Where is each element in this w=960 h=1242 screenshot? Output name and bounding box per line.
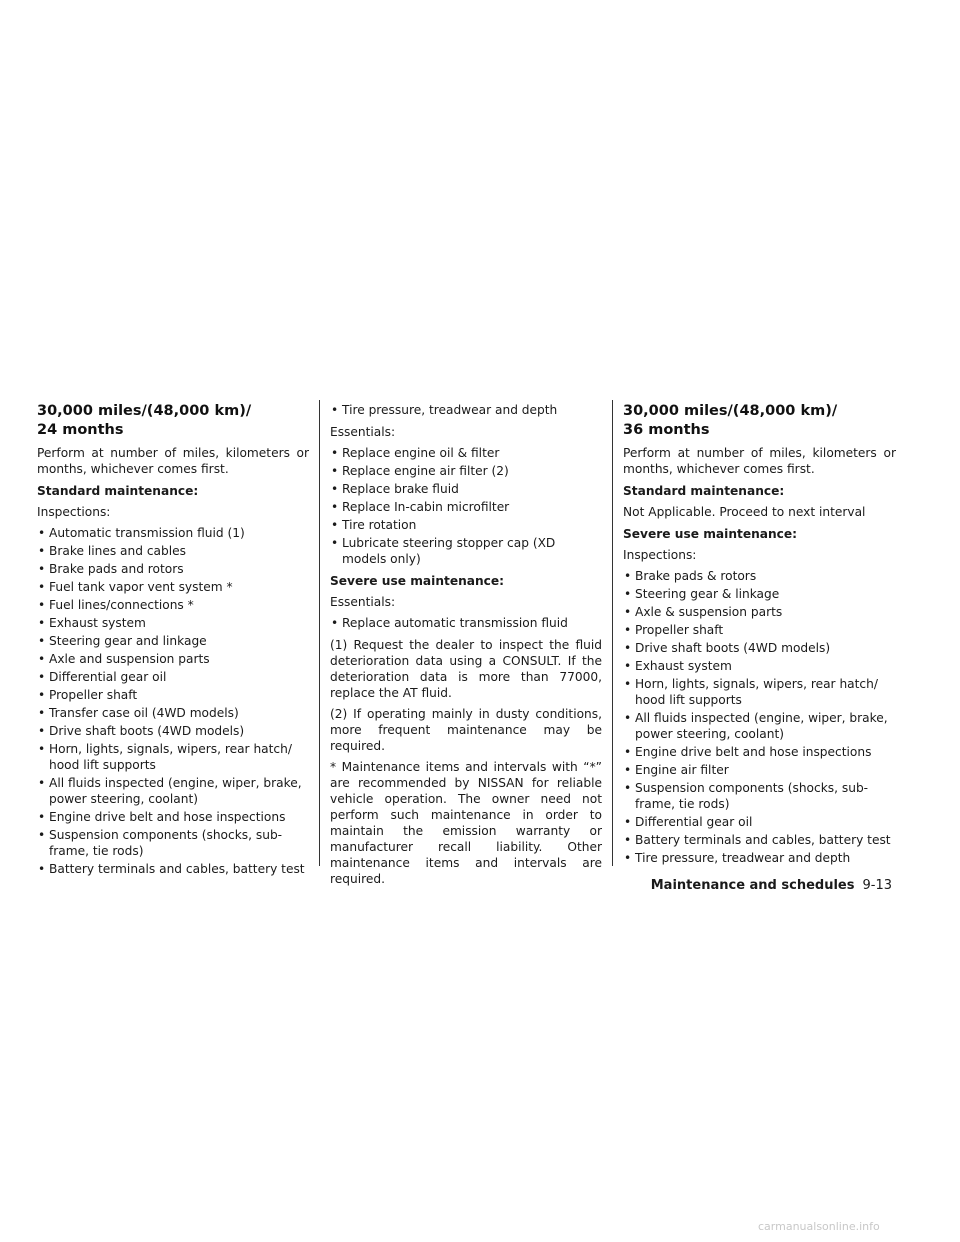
- footer-section-title: Maintenance and schedules: [650, 878, 855, 893]
- list-item: • Axle & suspension parts: [623, 604, 896, 620]
- list-item: • Automatic transmission fluid (1): [37, 525, 309, 541]
- list-item: • Brake pads and rotors: [37, 561, 309, 577]
- severe-essentials-label: Essentials:: [330, 595, 396, 609]
- list-item: • Replace In-cabin microfilter: [330, 499, 602, 515]
- list-item: • Engine drive belt and hose inspections: [37, 809, 309, 825]
- severe-use-label: Severe use maintenance:: [623, 527, 798, 541]
- list-item: • Fuel lines/connections *: [37, 597, 309, 613]
- essentials-label: Essentials:: [330, 425, 396, 439]
- list-item: • Transfer case oil (4WD models): [37, 705, 309, 721]
- list-item: • Replace brake fluid: [330, 481, 602, 497]
- list-item: • Exhaust system: [37, 615, 309, 631]
- standard-maintenance-label: Standard maintenance:: [37, 484, 199, 498]
- list-item: • Axle and suspension parts: [37, 651, 309, 667]
- list-item: • Brake lines and cables: [37, 543, 309, 559]
- column-divider: [612, 400, 613, 866]
- standard-maintenance-label: Standard maintenance:: [623, 484, 785, 498]
- inspections-label: Inspections:: [37, 505, 111, 519]
- list-item: • Drive shaft boots (4WD models): [623, 640, 896, 656]
- list-item: • Tire pressure, treadwear and depth: [623, 850, 896, 866]
- inspection-list: [37, 525, 309, 877]
- list-item: • Horn, lights, signals, wipers, rear hatch/ hood lift supports: [37, 741, 309, 773]
- inspections-label: Inspections:: [623, 548, 697, 562]
- list-item: • Differential gear oil: [623, 814, 896, 830]
- footnote-1: (1) Request the dealer to inspect the fluid deterioration data using a CONSULT. If the deterioration data is more than 77000, replace the AT fluid.: [330, 638, 602, 700]
- page-footer: [651, 877, 892, 895]
- column-24-months: [37, 402, 309, 883]
- list-item: • All fluids inspected (engine, wiper, brake, power steering, coolant): [623, 710, 896, 742]
- column-divider: [319, 400, 320, 866]
- list-item: • Tire pressure, treadwear and depth: [330, 402, 602, 418]
- intro-text: Perform at number of miles, kilometers or months, whichever comes first.: [37, 446, 309, 476]
- list-item: • Battery terminals and cables, battery test: [623, 832, 896, 848]
- severe-use-label: Severe use maintenance:: [330, 574, 505, 588]
- list-item: • Replace engine oil & filter: [330, 445, 602, 461]
- column-continued: [330, 402, 602, 892]
- list-item: • Drive shaft boots (4WD models): [37, 723, 309, 739]
- list-item: • Horn, lights, signals, wipers, rear hatch/ hood lift supports: [623, 676, 896, 708]
- footnote-asterisk: * Maintenance items and intervals with “*” are recommended by NISSAN for reliable vehicle operation. The owner need not perform such maintenance in order to maintain the emission warranty or manufacturer recall liability. Other maintenance items and intervals are required.: [330, 760, 602, 886]
- list-item: • Tire rotation: [330, 517, 602, 533]
- list-item: • Suspension components (shocks, sub-frame, tie rods): [37, 827, 309, 859]
- list-item: • Engine air filter: [623, 762, 896, 778]
- list-item: • Steering gear and linkage: [37, 633, 309, 649]
- watermark: carmanualsonline.info: [758, 1220, 880, 1233]
- page-number: 9-13: [862, 878, 892, 893]
- footnote-2: (2) If operating mainly in dusty conditions, more frequent maintenance may be required.: [330, 707, 602, 753]
- list-item: • Battery terminals and cables, battery test: [37, 861, 309, 877]
- inspection-list: [623, 568, 896, 866]
- list-item: • Differential gear oil: [37, 669, 309, 685]
- list-item: • Engine drive belt and hose inspections: [623, 744, 896, 760]
- list-item: • Exhaust system: [623, 658, 896, 674]
- list-item: • All fluids inspected (engine, wiper, brake, power steering, coolant): [37, 775, 309, 807]
- list-item: • Replace engine air filter (2): [330, 463, 602, 479]
- list-item: • Brake pads & rotors: [623, 568, 896, 584]
- intro-text: Perform at number of miles, kilometers or months, whichever comes first.: [623, 446, 896, 476]
- essentials-list: [330, 445, 602, 567]
- inspection-list-continued: [330, 402, 602, 418]
- severe-essentials-list: [330, 615, 602, 631]
- list-item: • Suspension components (shocks, sub-frame, tie rods): [623, 780, 896, 812]
- list-item: • Replace automatic transmission fluid: [330, 615, 602, 631]
- list-item: • Steering gear & linkage: [623, 586, 896, 602]
- list-item: • Propeller shaft: [623, 622, 896, 638]
- list-item: • Lubricate steering stopper cap (XD models only): [330, 535, 602, 567]
- standard-maintenance-text: Not Applicable. Proceed to next interval: [623, 505, 866, 519]
- column-36-months: [623, 402, 896, 872]
- list-item: • Propeller shaft: [37, 687, 309, 703]
- section-heading: 30,000 miles/(48,000 km)/ 24 months: [37, 403, 252, 438]
- section-heading: 30,000 miles/(48,000 km)/ 36 months: [623, 403, 838, 438]
- list-item: • Fuel tank vapor vent system *: [37, 579, 309, 595]
